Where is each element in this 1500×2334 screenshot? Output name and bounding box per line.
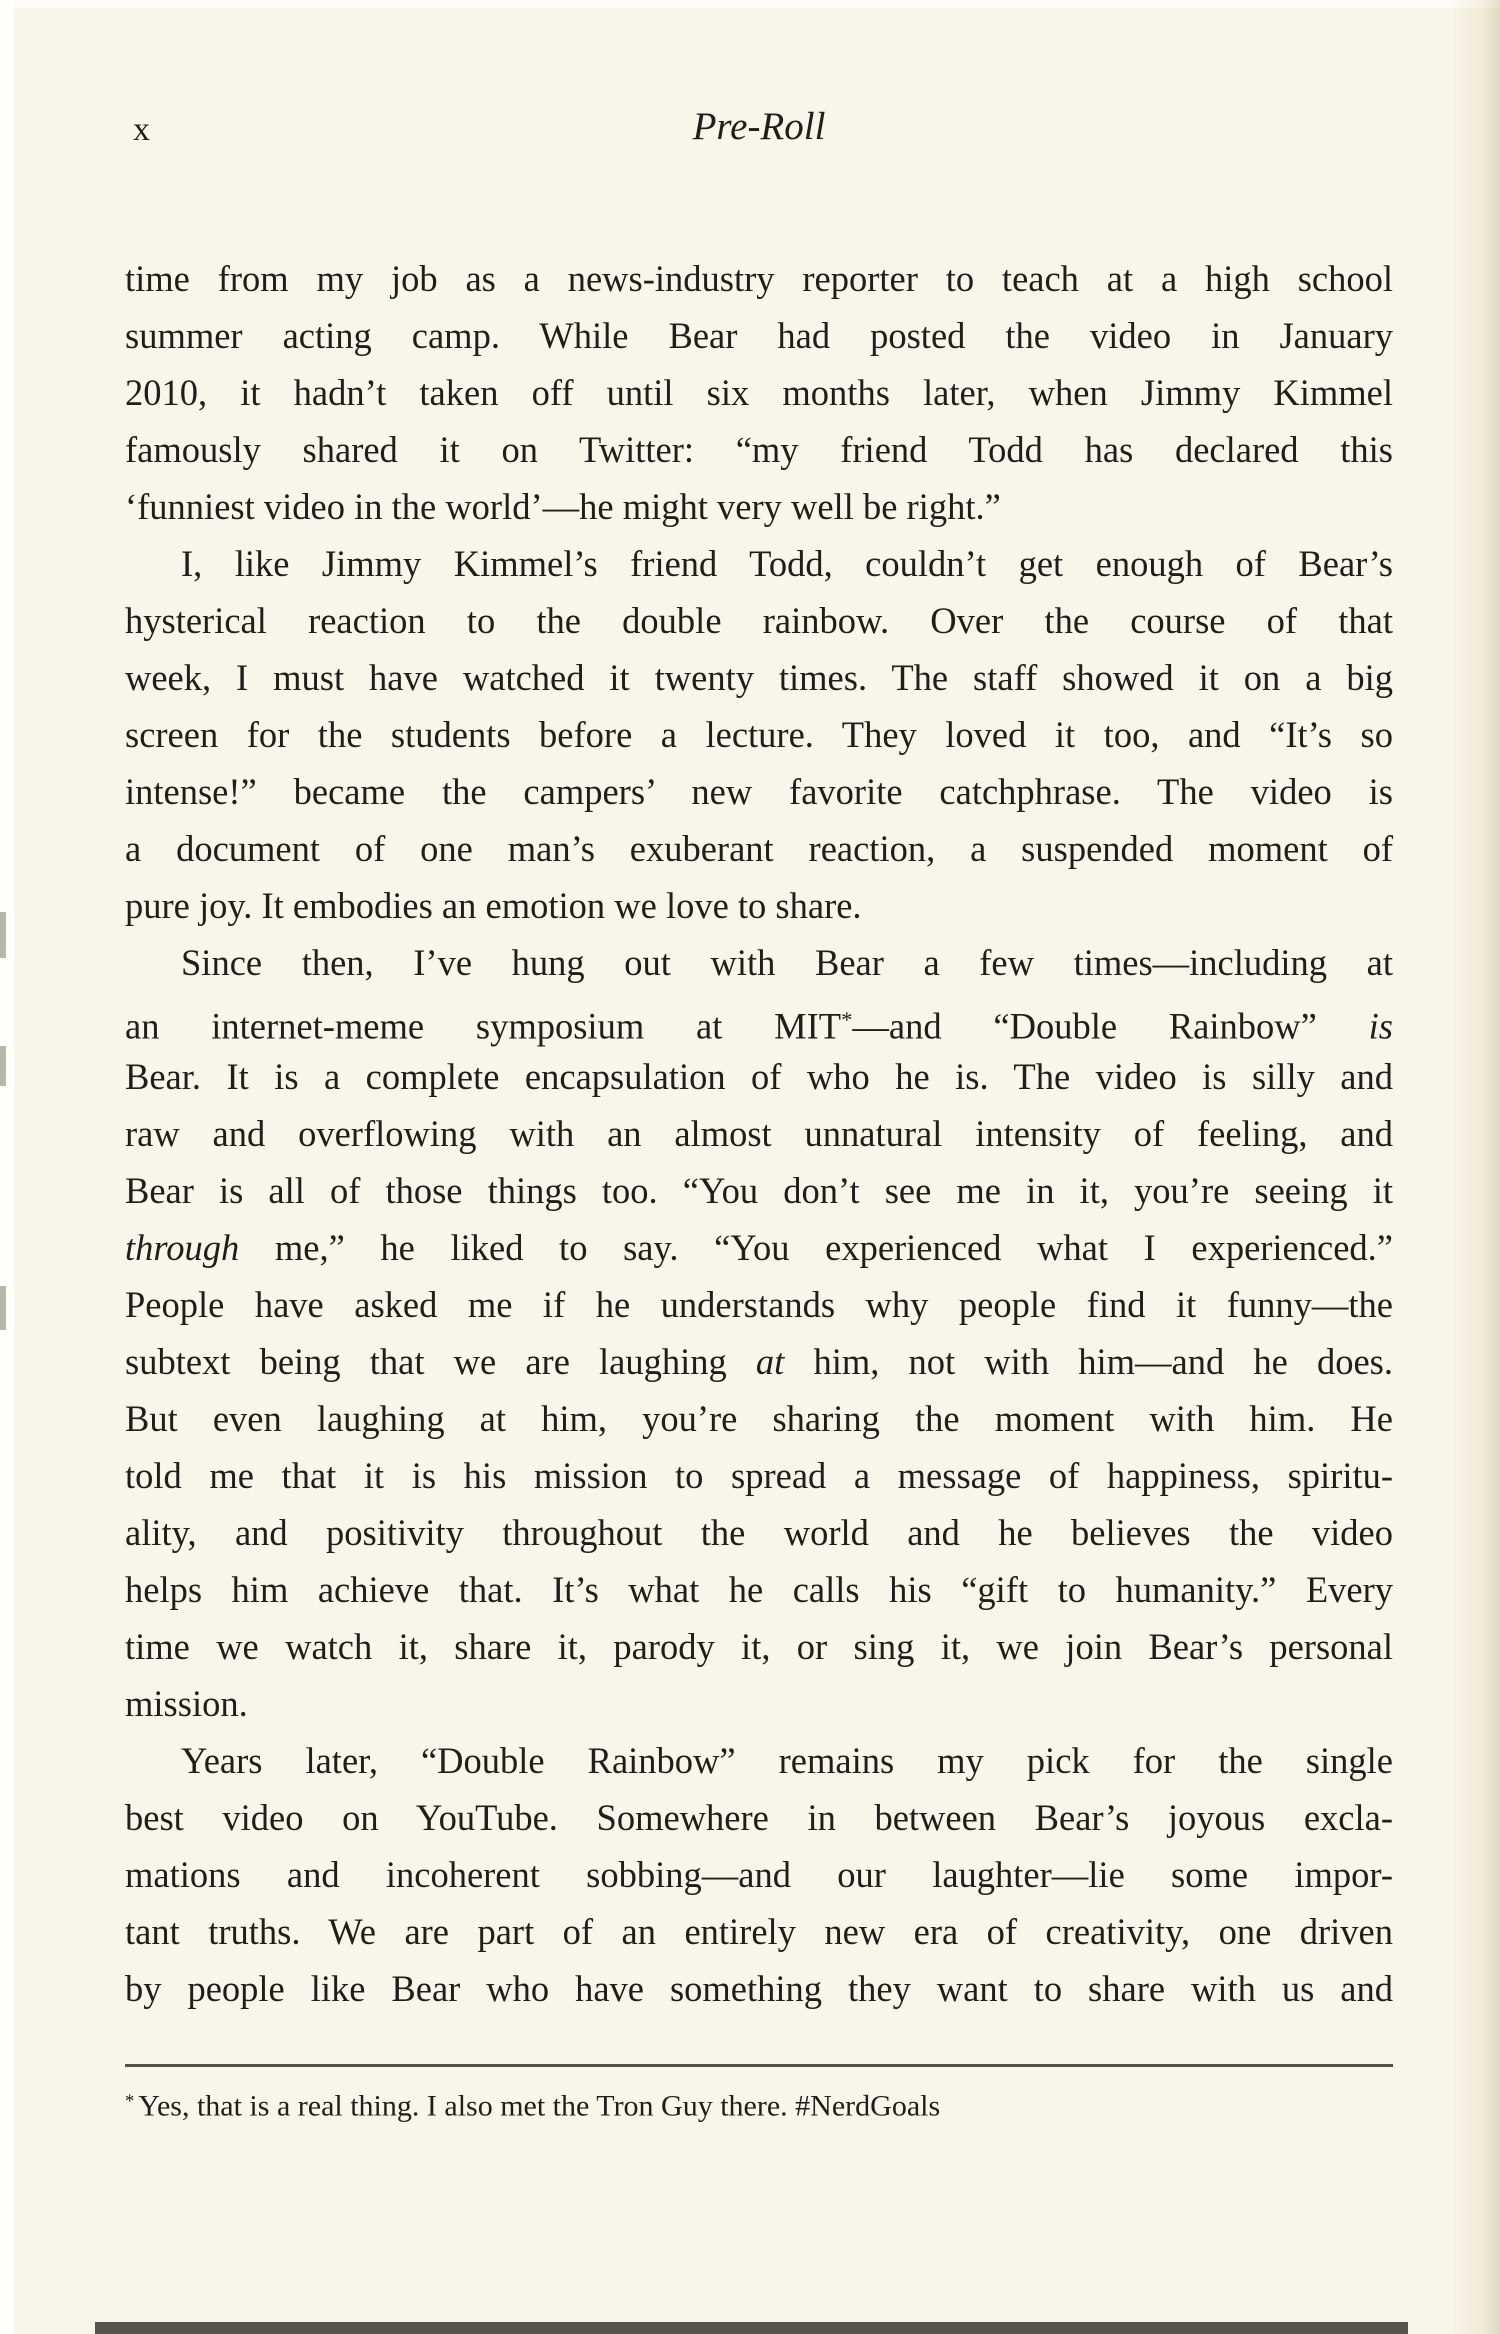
text-line: an internet-meme symposium at MIT*—and “Double Rainbow” is	[125, 1005, 1393, 1047]
page-number: x	[133, 111, 150, 148]
footnote-rule	[125, 2064, 1393, 2067]
footnote-marker: *	[125, 2091, 135, 2112]
text-line: Since then, I’ve hung out with Bear a few times—including at	[181, 942, 1393, 983]
text-line: mission.	[125, 1683, 248, 1724]
text-line: Bear is all of those things too. “You don’t see me in it, you’re seeing it	[125, 1170, 1393, 1211]
text-line: ality, and positivity throughout the world and he believes the video	[125, 1512, 1393, 1553]
text-line: pure joy. It embodies an emotion we love to share.	[125, 885, 862, 926]
scan-edge-top	[0, 0, 1500, 8]
scan-bottom-shadow	[95, 2322, 1408, 2334]
text-line: Years later, “Double Rainbow” remains my pick for the single	[181, 1740, 1393, 1781]
scan-edge-right	[1448, 0, 1500, 2334]
text-line: But even laughing at him, you’re sharing the moment with him. He	[125, 1398, 1393, 1439]
text-line: helps him achieve that. It’s what he calls his “gift to humanity.” Every	[125, 1569, 1393, 1610]
running-title: Pre-Roll	[692, 105, 826, 148]
scan-mark	[0, 1046, 6, 1086]
scan-edge-left	[0, 0, 14, 2334]
text-line: 2010, it hadn’t taken off until six months later, when Jimmy Kimmel	[125, 372, 1393, 413]
text-line: I, like Jimmy Kimmel’s friend Todd, couldn’t get enough of Bear’s	[181, 543, 1393, 584]
text-line: summer acting camp. While Bear had posted the video in January	[125, 315, 1393, 356]
page-header	[125, 104, 1393, 152]
text-line: ‘funniest video in the world’—he might very well be right.”	[125, 486, 1001, 527]
text-line: raw and overflowing with an almost unnatural intensity of feeling, and	[125, 1113, 1393, 1154]
text-line: screen for the students before a lecture. They loved it too, and “It’s so	[125, 714, 1393, 755]
text-line: tant truths. We are part of an entirely new era of creativity, one driven	[125, 1911, 1393, 1952]
text-line: subtext being that we are laughing at him, not with him—and he does.	[125, 1341, 1394, 1382]
text-line: told me that it is his mission to spread a message of happiness, spiritu-	[125, 1455, 1393, 1496]
text-line: hysterical reaction to the double rainbow. Over the course of that	[125, 600, 1393, 641]
text-line: through me,” he liked to say. “You experienced what I experienced.”	[125, 1227, 1393, 1268]
text-line: week, I must have watched it twenty times. The staff showed it on a big	[125, 657, 1393, 698]
text-line: People have asked me if he understands why people find it funny—the	[125, 1284, 1393, 1325]
text-line: time we watch it, share it, parody it, or sing it, we join Bear’s personal	[125, 1626, 1393, 1667]
text-line: time from my job as a news-industry reporter to teach at a high school	[125, 258, 1393, 299]
text-line: best video on YouTube. Somewhere in between Bear’s joyous excla-	[125, 1797, 1393, 1838]
footnote	[125, 2082, 1393, 2126]
text-line: Bear. It is a complete encapsulation of who he is. The video is silly and	[125, 1056, 1393, 1097]
scan-mark	[0, 1286, 6, 1330]
text-line: intense!” became the campers’ new favorite catchphrase. The video is	[125, 771, 1393, 812]
body-text	[125, 250, 1393, 2017]
scan-mark	[0, 912, 6, 958]
text-line: a document of one man’s exuberant reaction, a suspended moment of	[125, 828, 1393, 869]
text-line: famously shared it on Twitter: “my friend Todd has declared this	[125, 429, 1393, 470]
text-line: mations and incoherent sobbing—and our laughter—lie some impor-	[125, 1854, 1393, 1895]
footnote-text: Yes, that is a real thing. I also met the Tron Guy there. #NerdGoals	[138, 2089, 941, 2123]
text-line: by people like Bear who have something they want to share with us and	[125, 1968, 1393, 2009]
